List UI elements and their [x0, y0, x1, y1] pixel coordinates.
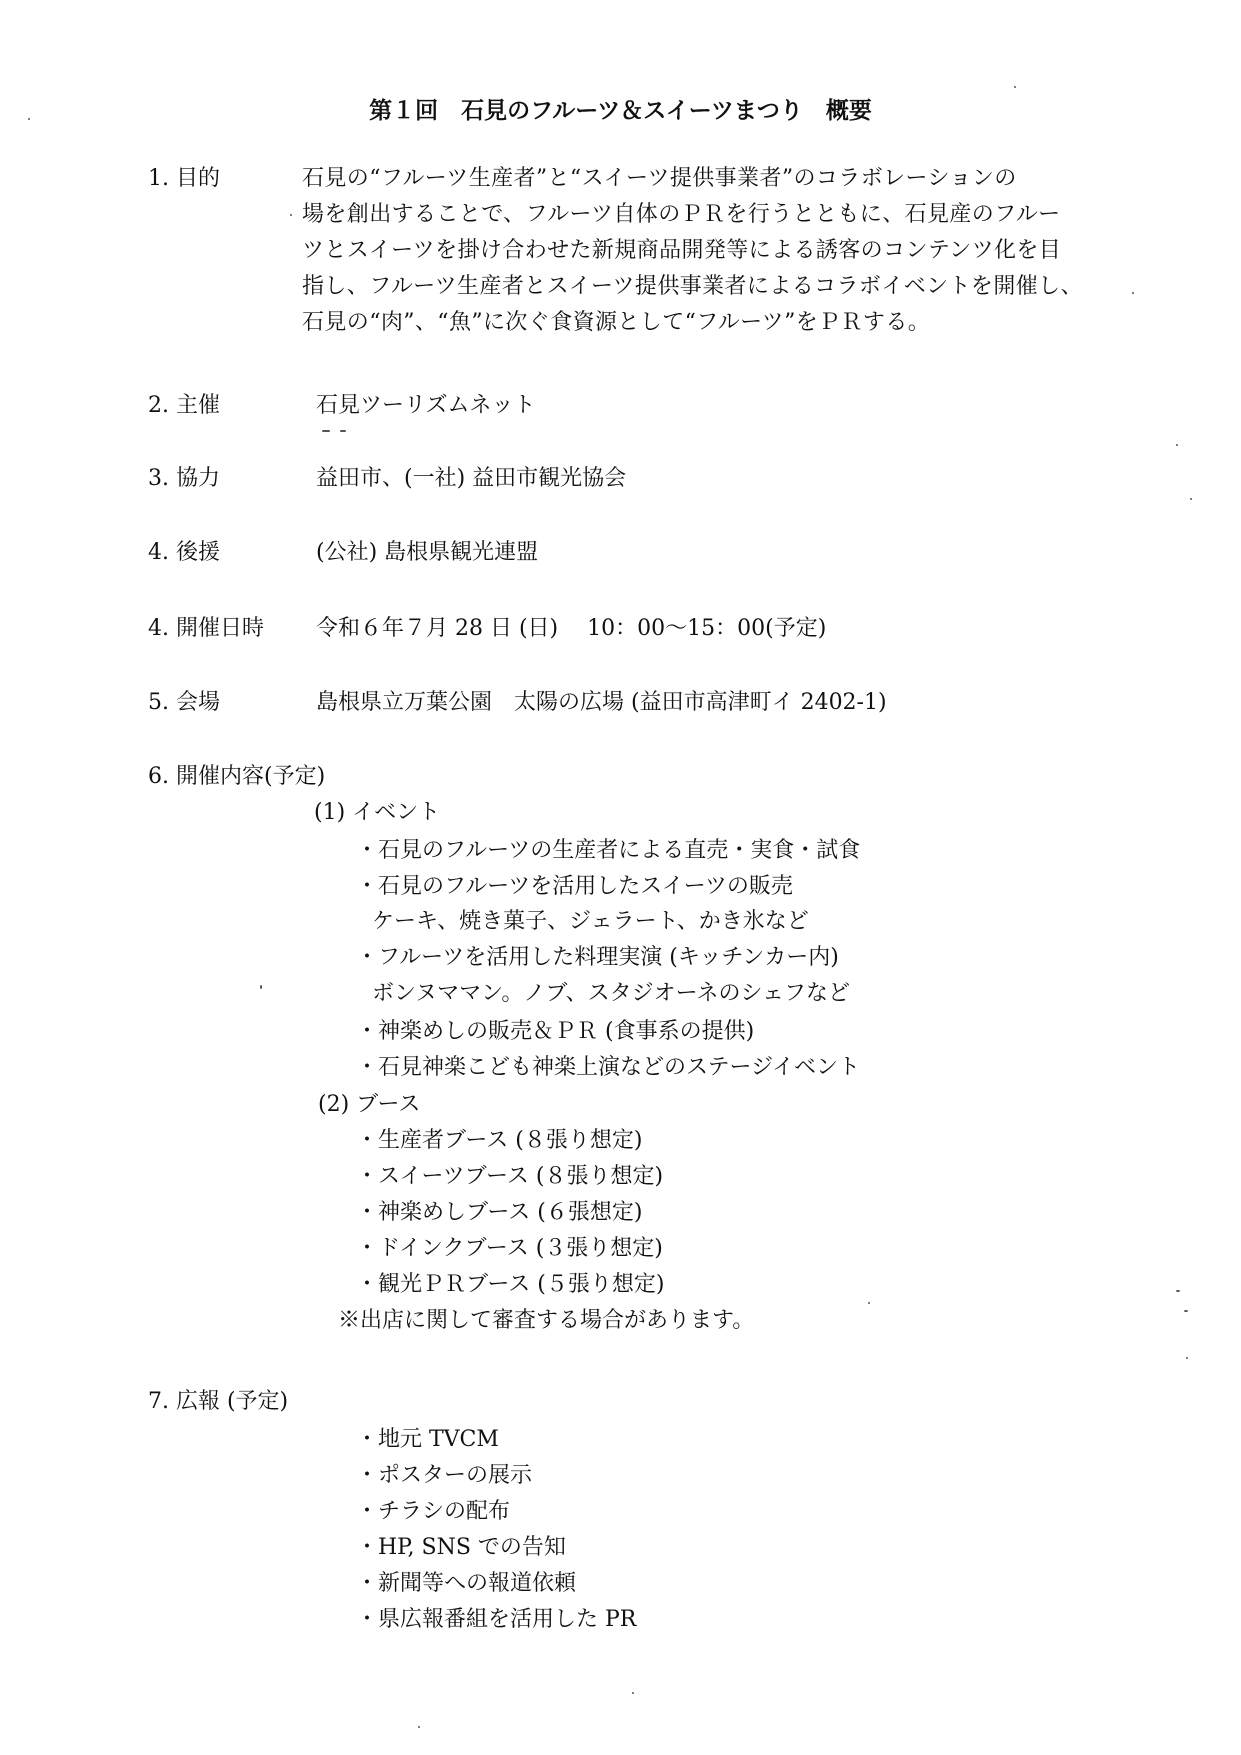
contents-label: 6. 開催内容(予定): [148, 764, 326, 789]
scan-speck: [28, 118, 30, 120]
scan-speck: [868, 1302, 870, 1304]
event-item: ケーキ、焼き菓子、ジェラート、かき氷など: [372, 909, 809, 934]
booth-note: ※出店に関して審査する場合があります。: [338, 1308, 755, 1333]
booth-item: ・生産者ブース (８張り想定): [356, 1128, 643, 1153]
booth-item: ・神楽めしブース (６張想定): [356, 1200, 643, 1225]
publicity-item: ・新聞等への報道依頼: [356, 1571, 577, 1596]
event-item: ・石見神楽こども神楽上演などのステージイベント: [356, 1055, 861, 1080]
publicity-label: 7. 広報 (予定): [148, 1389, 289, 1414]
publicity-item: ・ポスターの展示: [356, 1463, 533, 1488]
scan-speck: [1186, 1357, 1188, 1359]
purpose-line: 石見の“フルーツ生産者”と“スイーツ提供事業者”のコラボレーションの: [302, 166, 1017, 191]
booth-item: ・スイーツブース (８張り想定): [356, 1164, 664, 1189]
document-title: 第１回 石見のフルーツ＆スイーツまつり 概要: [369, 98, 872, 124]
purpose-line: ツとスイーツを掛け合わせた新規商品開発等による誘客のコンテンツ化を目: [302, 238, 1062, 263]
scan-speck: [1184, 1310, 1188, 1312]
publicity-item: ・地元 TVCM: [356, 1427, 499, 1452]
datetime-label: 4. 開催日時: [148, 616, 264, 641]
venue-value: 島根県立万葉公園 太陽の広場 (益田市高津町イ 2402-1): [316, 690, 887, 715]
scan-speck: [1014, 86, 1016, 88]
scan-speck: [260, 985, 262, 989]
scan-speck: [1190, 498, 1192, 500]
scan-speck: [1132, 292, 1134, 294]
publicity-item: ・チラシの配布: [356, 1499, 511, 1524]
scan-speck: [1176, 444, 1178, 446]
purpose-label: 1. 目的: [148, 166, 220, 191]
venue-label: 5. 会場: [148, 690, 220, 715]
support-value: (公社) 島根県観光連盟: [316, 540, 539, 565]
event-item: ・フルーツを活用した料理実演 (キッチンカー内): [356, 945, 839, 970]
event-item: ・神楽めしの販売＆ＰＲ (食事系の提供): [356, 1019, 755, 1044]
booth-heading: (2) ブース: [318, 1092, 421, 1117]
purpose-line: 指し、フルーツ生産者とスイーツ提供事業者によるコラボイベントを開催し、: [302, 274, 1083, 299]
cooperation-value: 益田市、(一社) 益田市観光協会: [316, 466, 627, 491]
scan-speck: [632, 1692, 634, 1694]
booth-item: ・ドインクブース (３張り想定): [356, 1236, 663, 1261]
event-item: ・石見のフルーツの生産者による直売・実食・試食: [356, 838, 861, 863]
scan-speck: [322, 430, 330, 432]
organizer-value: 石見ツーリズムネット: [316, 393, 536, 418]
purpose-line: 石見の“肉”、“魚”に次ぐ食資源として“フルーツ”をＰＲする。: [302, 310, 931, 335]
scan-speck: [418, 1726, 420, 1728]
event-item: ボンヌママン。ノブ、スタジオーネのシェフなど: [372, 981, 851, 1006]
scan-speck: [290, 214, 292, 216]
event-item: ・石見のフルーツを活用したスイーツの販売: [356, 874, 793, 899]
publicity-item: ・HP, SNS での告知: [356, 1535, 566, 1560]
scan-speck: [340, 430, 346, 432]
support-label: 4. 後援: [148, 540, 220, 565]
datetime-value: 令和６年７月 28 日 (日) 10：00～15：00(予定): [316, 616, 827, 641]
scan-speck: [1176, 1290, 1180, 1292]
organizer-label: 2. 主催: [148, 393, 220, 418]
purpose-text: [302, 161, 1083, 341]
booth-item: ・観光ＰＲブース (５張り想定): [356, 1272, 665, 1297]
publicity-item: ・県広報番組を活用した PR: [356, 1607, 637, 1632]
cooperation-label: 3. 協力: [148, 466, 220, 491]
event-heading: (1) イベント: [314, 800, 441, 825]
purpose-line: 場を創出することで、フルーツ自体のＰＲを行うとともに、石見産のフルー: [302, 202, 1061, 227]
